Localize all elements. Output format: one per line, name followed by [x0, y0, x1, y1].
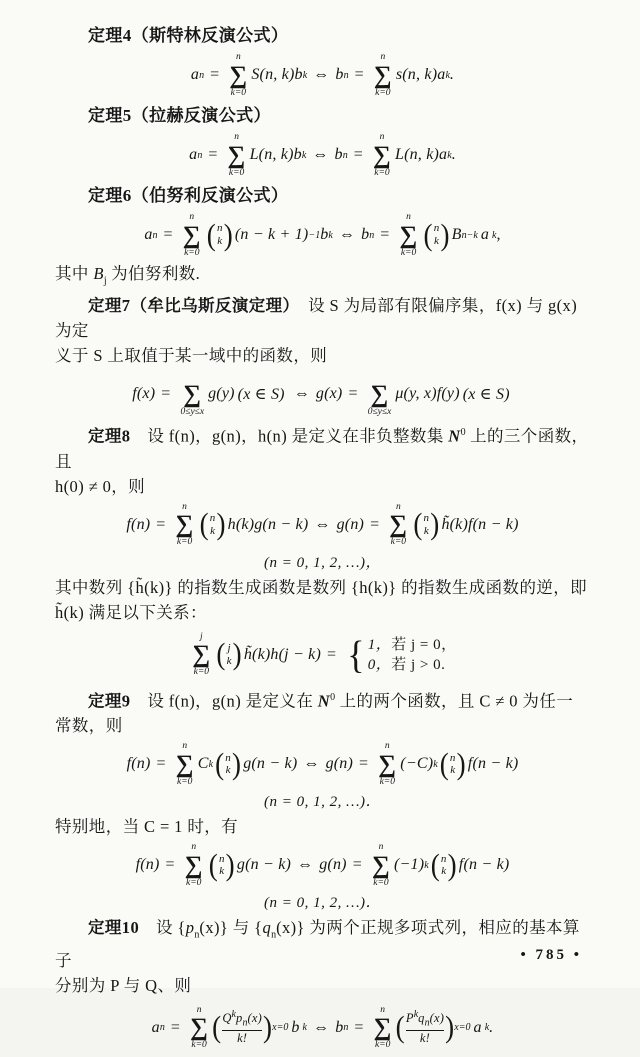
- sum-symbol: n ∑ k=0: [229, 52, 248, 98]
- sigma-icon: ∑: [372, 141, 391, 169]
- term: (−C): [400, 755, 434, 773]
- left-paren: (: [395, 1010, 405, 1044]
- binomial-coefficient: ( n k ): [430, 847, 457, 882]
- theorem7-intro-line2: 义于 S 上取值于某一域中的函数，则: [55, 346, 328, 366]
- left-paren: (: [212, 1010, 222, 1044]
- var: a: [190, 66, 200, 83]
- theorem8-range: (n = 0, 1, 2, …)，: [264, 554, 381, 571]
- theorem9-intro: 定理9 设 f(n)，g(n) 是定义在 $N^0$ 上的两个函数，且 C ≠ 0 为任一: [88, 691, 574, 711]
- sum-symbol: n ∑ k=0: [371, 842, 390, 888]
- equals-sign: =: [163, 226, 173, 243]
- punctuation: ,: [496, 226, 501, 243]
- theorem4-label: 定理4: [88, 26, 132, 45]
- var: b: [291, 1018, 300, 1036]
- term: (−1): [393, 856, 425, 874]
- right-paren: ): [223, 217, 233, 252]
- term: μ(y, x)f(y): [395, 385, 460, 403]
- sigma-icon: ∑: [183, 380, 202, 408]
- sigma-icon: ∑: [389, 511, 408, 539]
- sum-symbol: n ∑ k=0: [389, 501, 408, 548]
- term: g(n): [319, 856, 347, 874]
- theorem6-note: 其中 $B_j$ 为伯努利数.: [55, 264, 201, 287]
- right-paren: ): [225, 847, 235, 882]
- left-paren: (: [206, 217, 216, 252]
- term: g(y): [208, 385, 235, 403]
- sum-symbol: n ∑ k=0: [373, 52, 392, 98]
- term: g(n − k): [236, 856, 292, 874]
- iff-operator: ⇔: [293, 385, 310, 403]
- term: f(n): [126, 515, 151, 533]
- page-number: • 785 •: [520, 947, 582, 963]
- binomial-coefficient: ( n k ): [208, 847, 235, 882]
- equals-sign: =: [370, 515, 380, 533]
- condition: (x ∈ S): [462, 386, 510, 404]
- formula-theorem9: f(n) = n ∑ k=0 C k ( n k ) g(n − k) ⇔ g(n) = n ∑ k=0 (−C) k ( n k ) f(n − k): [126, 741, 519, 787]
- equals-sign: =: [327, 645, 337, 663]
- term: L(n, k)b: [249, 146, 302, 163]
- left-brace: {: [347, 632, 365, 677]
- var: a: [480, 226, 490, 243]
- sum-symbol: n ∑ k=0: [175, 501, 194, 548]
- case-row: 0，若 j > 0.: [367, 656, 446, 673]
- left-paren: (: [413, 507, 423, 542]
- sigma-icon: ∑: [227, 141, 246, 169]
- theorem5-label: 定理5: [88, 106, 132, 125]
- sigma-icon: ∑: [370, 380, 389, 408]
- natural-numbers-symbol: N: [448, 426, 461, 446]
- equals-sign: =: [210, 66, 220, 83]
- theorem6-label: 定理6: [88, 186, 132, 205]
- theorem4-heading: [88, 23, 590, 48]
- cases-expression: [342, 632, 457, 677]
- condition: (x ∈ S): [237, 386, 285, 404]
- var: b: [335, 1018, 344, 1036]
- theorem4-title: （斯特林反演公式）: [131, 26, 289, 45]
- var: b: [335, 66, 344, 83]
- left-paren: (: [208, 847, 218, 882]
- right-paren: ): [262, 1010, 273, 1044]
- sigma-icon: ∑: [175, 750, 194, 778]
- evaluated-at: x=0: [272, 1022, 289, 1034]
- theorem5-heading: [88, 103, 590, 128]
- term: f(n − k): [458, 856, 510, 874]
- theorem6-title: （伯努利反演公式）: [131, 186, 289, 205]
- fraction: $\frac{P^kq_n(x)}{k!}$: [405, 1008, 445, 1045]
- theorem9-intro-line2: 常数，则: [55, 716, 123, 736]
- sum-symbol: ∑ 0≤y≤x: [367, 380, 392, 417]
- left-paren: (: [215, 746, 225, 781]
- var: a: [189, 146, 198, 163]
- var: B: [451, 226, 462, 243]
- sum-symbol: n ∑ k=0: [184, 842, 203, 888]
- sigma-icon: ∑: [399, 221, 418, 249]
- sigma-icon: ∑: [373, 1014, 392, 1042]
- right-paren: ): [232, 637, 242, 672]
- sigma-icon: ∑: [175, 511, 194, 539]
- sum-symbol: ∑ 0≤y≤x: [180, 380, 205, 417]
- binomial-coefficient: ( n k ): [423, 217, 450, 252]
- formula-h-tilde-relation: [55, 626, 590, 684]
- right-paren: ): [216, 507, 226, 542]
- sum-symbol: n ∑ k=0: [399, 212, 418, 258]
- right-paren: ): [447, 847, 457, 882]
- formula-lah-inversion: a n = n ∑ k=0 L(n, k)b k ⇔ b n = n ∑ k=0 L(n, k)a k .: [189, 132, 456, 178]
- binomial-coefficient: ( j k ): [216, 637, 242, 672]
- equals-sign: =: [353, 146, 363, 163]
- term: f(x): [132, 385, 156, 403]
- equals-sign: =: [161, 385, 171, 403]
- left-paren: (: [199, 507, 209, 542]
- theorem8-note-line2: h̃(k) 满足以下关系：: [55, 602, 207, 622]
- sum-symbol: j ∑ k=0: [192, 631, 211, 678]
- iff-operator: ⇔: [297, 856, 314, 874]
- equals-sign: =: [380, 226, 390, 243]
- theorem9-range: (n = 0, 1, 2, …)．: [264, 794, 381, 811]
- iff-operator: ⇔: [313, 66, 330, 83]
- binomial-coefficient: ( n k ): [215, 746, 242, 781]
- theorem8-note-line1: 其中数列 {h̃(k)} 的指数生成函数是数列 {h(k)} 的指数生成函数的逆，即: [55, 577, 588, 597]
- binomial-coefficient: ( n k ): [206, 217, 233, 252]
- right-paren: ): [232, 746, 242, 781]
- var: a: [151, 1018, 160, 1036]
- theorem9-range2: (n = 0, 1, 2, …)．: [264, 895, 381, 912]
- var: b: [361, 226, 370, 243]
- term: L(n, k)a: [394, 146, 448, 163]
- term: g(n): [336, 515, 365, 533]
- right-paren: ): [440, 217, 450, 252]
- sigma-icon: ∑: [184, 851, 203, 879]
- sigma-icon: ∑: [182, 221, 201, 249]
- punctuation: .: [489, 1018, 494, 1036]
- equals-sign: =: [156, 755, 166, 773]
- iff-operator: ⇔: [303, 755, 320, 773]
- term: h̃(k)h(j − k): [243, 645, 322, 663]
- equals-sign: =: [170, 1018, 181, 1036]
- case-row: 1，若 j = 0，: [367, 636, 457, 653]
- binomial-coefficient: ( n k ): [439, 746, 466, 781]
- iff-operator: ⇔: [338, 226, 356, 243]
- sigma-icon: ∑: [373, 61, 392, 89]
- theorem8-intro-line2: h(0) ≠ 0，则: [55, 476, 146, 496]
- theorem7-intro: 定理7（牟比乌斯反演定理） 设 S 为局部有限偏序集，f(x) 与 g(x) 为定: [55, 296, 578, 341]
- sum-symbol: n ∑ k=0: [378, 741, 397, 787]
- sigma-icon: ∑: [190, 1014, 209, 1042]
- theorem5-title: （拉赫反演公式）: [131, 106, 271, 125]
- var: C: [197, 755, 209, 773]
- theorem10-label: 定理10: [88, 918, 140, 938]
- var-sub: n: [199, 69, 205, 81]
- theorem10-intro: 定理10 设 $\{p_n(x)\}$ 与 $\{q_n(x)\}$ 为两个正规多项式列，相应的基本算子: [55, 918, 580, 970]
- formula-mobius-inversion: [55, 369, 590, 419]
- formula-bernoulli-inversion: a n = n ∑ k=0 ( n k ) (n − k + 1) −1 b k ⇔ b n = n ∑ k=0 ( n k ) B n−k a k ,: [144, 212, 501, 258]
- var: b: [334, 146, 343, 163]
- term: g(n − k): [243, 755, 298, 773]
- term: g(n): [325, 755, 354, 773]
- equals-sign: =: [354, 66, 364, 83]
- sum-symbol: n ∑ k=0: [182, 212, 201, 258]
- term: s(n, k)a: [395, 66, 446, 83]
- var: b: [320, 226, 329, 243]
- sum-symbol: n ∑ k=0: [227, 132, 246, 178]
- sum-symbol: n ∑ k=0: [190, 1004, 209, 1051]
- sum-symbol: n ∑ k=0: [372, 132, 391, 178]
- theorem10-intro-line2: 分别为 P 与 Q、则: [55, 975, 192, 995]
- theorem9-label: 定理9: [88, 691, 131, 711]
- iff-operator: ⇔: [312, 1018, 330, 1036]
- fraction: $\frac{Q^kp_n(x)}{k!}$: [222, 1008, 262, 1045]
- term: S(n, k)b: [251, 66, 303, 83]
- punctuation: .: [449, 66, 455, 83]
- var: a: [473, 1018, 482, 1036]
- sigma-icon: ∑: [229, 61, 248, 89]
- term: f(n − k): [467, 755, 519, 773]
- equals-sign: =: [359, 755, 369, 773]
- term: h(k)g(n − k): [227, 515, 309, 533]
- equals-sign: =: [156, 515, 166, 533]
- bernoulli-symbol: B: [93, 264, 104, 283]
- sum-symbol: n ∑ k=0: [373, 1004, 392, 1051]
- iff-operator: ⇔: [314, 515, 331, 533]
- theorem8-intro: 定理8 设 f(n)，g(n)，h(n) 是定义在非负整数集 $N^0$ 上的三个函数，且: [55, 426, 589, 471]
- sigma-icon: ∑: [378, 750, 397, 778]
- equals-sign: =: [208, 146, 218, 163]
- natural-numbers-symbol: N: [317, 691, 331, 711]
- theorem9-special-case: 特别地，当 C = 1 时，有: [55, 817, 239, 837]
- theorem7-label: 定理7（牟比乌斯反演定理）: [88, 296, 292, 316]
- binomial-coefficient: ( n k ): [413, 507, 440, 542]
- left-paren: (: [439, 746, 449, 781]
- equals-sign: =: [348, 385, 358, 403]
- punctuation: .: [451, 146, 456, 163]
- right-paren: ): [430, 507, 440, 542]
- evaluated-at: x=0: [454, 1022, 471, 1034]
- equals-sign: =: [354, 1018, 364, 1036]
- equals-sign: =: [165, 856, 175, 874]
- formula-theorem10: a n = n ∑ k=0 ( $\frac{Q^kp_n(x)}{k!}$ ) x=0 b k ⇔ b n = n ∑ k=0 ( $\frac{P^kq_n(x)}{k!}$ ) x=0 a k .: [151, 1004, 494, 1051]
- right-paren: ): [456, 746, 466, 781]
- term: (n − k + 1): [234, 226, 309, 243]
- var: a: [144, 226, 153, 243]
- iff-operator: ⇔: [312, 146, 329, 163]
- right-paren: ): [445, 1010, 455, 1044]
- binomial-coefficient: ( n k ): [199, 507, 226, 542]
- term: g(x): [315, 385, 343, 403]
- formula-stirling-inversion: a n = n ∑ k=0 S(n, k)b k ⇔ b n = n ∑ k=0 s(n, k)a k .: [190, 52, 455, 98]
- term: f(n): [135, 856, 160, 874]
- left-paren: (: [423, 217, 433, 252]
- term: h̃(k)f(n − k): [441, 515, 519, 533]
- sigma-icon: ∑: [371, 851, 390, 879]
- formula-binomial-inversion: f(n) = n ∑ k=0 ( n k ) g(n − k) ⇔ g(n) = n ∑ k=0 (−1) k ( n k ) f(n − k): [135, 842, 510, 888]
- formula-theorem8: [55, 500, 590, 550]
- left-paren: (: [430, 847, 440, 882]
- equals-sign: =: [352, 856, 362, 874]
- sum-symbol: n ∑ k=0: [175, 741, 194, 787]
- theorem6-heading: [88, 183, 590, 208]
- left-paren: (: [216, 637, 226, 672]
- sigma-icon: ∑: [192, 641, 211, 669]
- term: f(n): [126, 755, 151, 773]
- theorem8-label: 定理8: [88, 426, 131, 446]
